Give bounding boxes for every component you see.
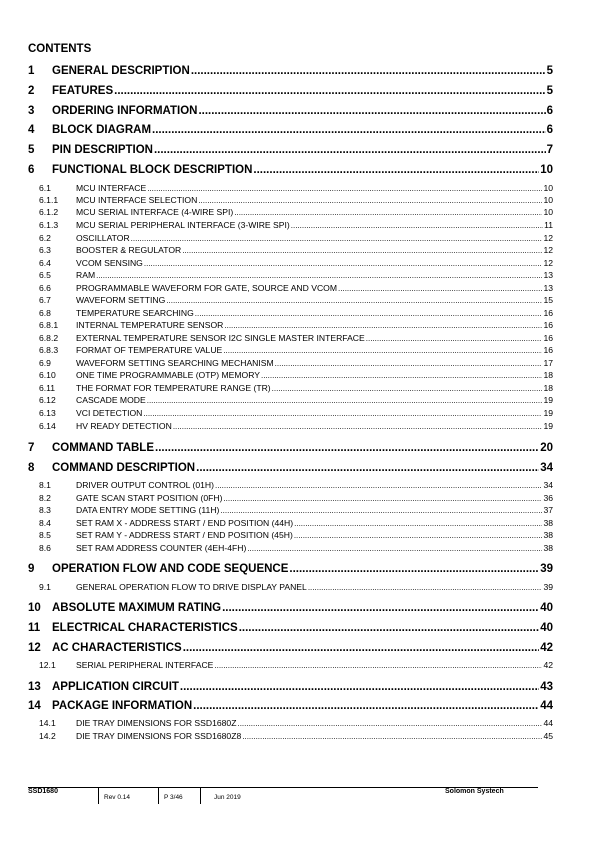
toc-entry-page: 12	[543, 258, 553, 268]
toc-entry-number: 8.6	[39, 543, 51, 553]
toc-entry-title: ORDERING INFORMATION	[52, 105, 198, 117]
footer-divider	[200, 788, 201, 804]
toc-leader-dots	[143, 408, 542, 418]
toc-entry-number: 14	[28, 700, 41, 712]
toc-entry-title: SET RAM ADDRESS COUNTER (4EH-4FH)	[76, 543, 247, 553]
toc-leader-dots	[223, 345, 542, 355]
toc-entry-line	[76, 245, 553, 255]
toc-entry-title: SERIAL PERIPHERAL INTERFACE	[76, 660, 214, 670]
toc-entry-line	[76, 480, 553, 490]
toc-leader-dots	[180, 681, 539, 693]
toc-entry-title: COMMAND TABLE	[52, 442, 154, 454]
toc-entry-number: 6.8	[39, 308, 51, 318]
toc-entry-page: 7	[546, 144, 553, 156]
footer-document-id: SSD1680	[28, 788, 58, 795]
toc-entry-title: PROGRAMMABLE WAVEFORM FOR GATE, SOURCE AND VCOM	[76, 283, 338, 293]
toc-entry-title: PIN DESCRIPTION	[52, 144, 153, 156]
toc-entry-page: 19	[543, 395, 553, 405]
toc-entry-page: 39	[543, 582, 553, 592]
toc-leader-dots	[220, 505, 542, 515]
toc-entry-number: 6.13	[39, 408, 56, 418]
toc-entry-line	[52, 563, 553, 575]
toc-entry-title: WAVEFORM SETTING SEARCHING MECHANISM	[76, 358, 274, 368]
toc-entry-title: GENERAL OPERATION FLOW TO DRIVE DISPLAY PANEL	[76, 582, 307, 592]
toc-entry-number: 8.3	[39, 505, 51, 515]
toc-leader-dots	[366, 333, 543, 343]
toc-leader-dots	[214, 660, 542, 670]
toc-leader-dots	[114, 85, 545, 97]
toc-entry-number: 9	[28, 563, 35, 575]
toc-entry-page: 10	[543, 183, 553, 193]
toc-entry-line	[52, 602, 553, 614]
toc-entry-page: 19	[543, 421, 553, 431]
toc-entry-title: MCU SERIAL PERIPHERAL INTERFACE (3-WIRE SPI)	[76, 220, 290, 230]
toc-entry-number: 6.4	[39, 258, 51, 268]
toc-entry-title: FEATURES	[52, 85, 114, 97]
toc-entry-page: 16	[543, 333, 553, 343]
footer-divider	[98, 788, 99, 804]
toc-leader-dots	[261, 370, 542, 380]
toc-entry-page: 43	[540, 681, 553, 693]
footer-company: Solomon Systech	[445, 788, 504, 795]
toc-entry-line	[76, 718, 553, 728]
toc-entry-line	[52, 164, 553, 176]
toc-entry-line	[76, 408, 553, 418]
toc-entry-title: FUNCTIONAL BLOCK DESCRIPTION	[52, 164, 253, 176]
toc-entry-page: 10	[540, 164, 553, 176]
toc-entry-page: 45	[543, 731, 553, 741]
toc-entry-title: GATE SCAN START POSITION (0FH)	[76, 493, 223, 503]
toc-leader-dots	[147, 395, 543, 405]
toc-leader-dots	[96, 270, 542, 280]
toc-entry-page: 16	[543, 320, 553, 330]
toc-entry-number: 6.1.1	[39, 195, 59, 205]
toc-entry-page: 5	[546, 85, 553, 97]
toc-entry-number: 14.2	[39, 731, 56, 741]
toc-entry-number: 12.1	[39, 660, 56, 670]
footer-revision: Rev 0.14	[104, 794, 131, 801]
toc-entry-number: 6.9	[39, 358, 51, 368]
toc-entry-title: HV READY DETECTION	[76, 421, 172, 431]
toc-entry-number: 6.1	[39, 183, 51, 193]
toc-leader-dots	[242, 731, 542, 741]
toc-entry-page: 18	[543, 383, 553, 393]
toc-entry-number: 6.1.3	[39, 220, 59, 230]
toc-entry-page: 38	[543, 530, 553, 540]
toc-leader-dots	[152, 124, 546, 136]
toc-entry-page: 6	[546, 124, 553, 136]
toc-entry-line	[52, 65, 553, 77]
toc-entry-number: 6.12	[39, 395, 56, 405]
toc-leader-dots	[224, 320, 542, 330]
toc-entry-number: 10	[28, 602, 41, 614]
toc-entry-number: 14.1	[39, 718, 56, 728]
toc-entry-title: RAM	[76, 270, 96, 280]
toc-leader-dots	[247, 543, 542, 553]
toc-leader-dots	[147, 183, 542, 193]
toc-entry-number: 6.5	[39, 270, 51, 280]
toc-leader-dots	[183, 642, 540, 654]
toc-entry-line	[52, 124, 553, 136]
toc-leader-dots	[196, 462, 539, 474]
toc-entry-title: WAVEFORM SETTING	[76, 295, 166, 305]
toc-entry-title: CASCADE MODE	[76, 395, 146, 405]
toc-leader-dots	[198, 105, 545, 117]
toc-leader-dots	[198, 195, 542, 205]
toc-entry-page: 42	[540, 642, 553, 654]
toc-entry-line	[52, 144, 553, 156]
toc-entry-title: VCOM SENSING	[76, 258, 143, 268]
toc-entry-title: BOOSTER & REGULATOR	[76, 245, 182, 255]
toc-entry-title: DIE TRAY DIMENSIONS FOR SSD1680Z	[76, 718, 237, 728]
toc-entry-page: 16	[543, 308, 553, 318]
toc-entry-page: 20	[540, 442, 553, 454]
toc-entry-number: 7	[28, 442, 35, 454]
toc-entry-title: MCU SERIAL INTERFACE (4-WIRE SPI)	[76, 207, 234, 217]
toc-entry-page: 17	[543, 358, 553, 368]
toc-entry-line	[76, 505, 553, 515]
toc-entry-number: 6.6	[39, 283, 51, 293]
toc-entry-title: ONE TIME PROGRAMMABLE (OTP) MEMORY	[76, 370, 260, 380]
toc-entry-line	[76, 660, 553, 670]
toc-entry-number: 6.11	[39, 383, 56, 393]
toc-entry-title: ELECTRICAL CHARACTERISTICS	[52, 622, 238, 634]
toc-entry-line	[76, 345, 553, 355]
toc-leader-dots	[289, 563, 539, 575]
toc-leader-dots	[294, 530, 543, 540]
toc-entry-title: APPLICATION CIRCUIT	[52, 681, 179, 693]
toc-entry-title: BLOCK DIAGRAM	[52, 124, 152, 136]
toc-entry-title: TEMPERATURE SEARCHING	[76, 308, 194, 318]
toc-entry-page: 34	[543, 480, 553, 490]
footer-date: Jun 2019	[214, 794, 241, 801]
toc-entry-title: DRIVER OUTPUT CONTROL (01H)	[76, 480, 214, 490]
toc-entry-number: 8.4	[39, 518, 51, 528]
toc-leader-dots	[338, 283, 542, 293]
toc-entry-number: 4	[28, 124, 35, 136]
toc-entry-number: 2	[28, 85, 35, 97]
toc-leader-dots	[193, 700, 539, 712]
toc-entry-title: COMMAND DESCRIPTION	[52, 462, 196, 474]
toc-entry-number: 8	[28, 462, 35, 474]
toc-entry-number: 1	[28, 65, 35, 77]
toc-leader-dots	[223, 493, 542, 503]
toc-leader-dots	[234, 207, 542, 217]
toc-entry-line	[76, 421, 553, 431]
toc-entry-number: 6.10	[39, 370, 56, 380]
toc-leader-dots	[294, 518, 542, 528]
toc-entry-line	[52, 85, 553, 97]
toc-entry-number: 9.1	[39, 582, 51, 592]
toc-leader-dots	[291, 220, 543, 230]
toc-entry-page: 19	[543, 408, 553, 418]
toc-entry-line	[76, 220, 553, 230]
toc-entry-title: MCU INTERFACE SELECTION	[76, 195, 198, 205]
toc-entry-number: 11	[28, 622, 41, 634]
toc-entry-title: ABSOLUTE MAXIMUM RATING	[52, 602, 222, 614]
toc-entry-line	[76, 207, 553, 217]
toc-entry-line	[76, 320, 553, 330]
toc-entry-number: 8.1	[39, 480, 51, 490]
toc-entry-title: OPERATION FLOW AND CODE SEQUENCE	[52, 563, 289, 575]
toc-entry-title: SET RAM X - ADDRESS START / END POSITION (44H)	[76, 518, 294, 528]
toc-leader-dots	[154, 144, 546, 156]
toc-entry-page: 39	[540, 563, 553, 575]
toc-entry-line	[76, 358, 553, 368]
toc-entry-title: THE FORMAT FOR TEMPERATURE RANGE (TR)	[76, 383, 271, 393]
toc-entry-line	[76, 582, 553, 592]
toc-entry-page: 34	[540, 462, 553, 474]
toc-entry-line	[76, 518, 553, 528]
toc-entry-page: 13	[543, 283, 553, 293]
toc-entry-page: 16	[543, 345, 553, 355]
toc-leader-dots	[222, 602, 539, 614]
toc-entry-title: MCU INTERFACE	[76, 183, 147, 193]
toc-entry-title: SET RAM Y - ADDRESS START / END POSITION (45H)	[76, 530, 293, 540]
toc-entry-line	[76, 270, 553, 280]
toc-entry-number: 6	[28, 164, 35, 176]
toc-entry-line	[52, 105, 553, 117]
toc-leader-dots	[155, 442, 539, 454]
toc-leader-dots	[215, 480, 542, 490]
toc-entry-number: 6.3	[39, 245, 51, 255]
toc-entry-number: 6.8.3	[39, 345, 59, 355]
toc-entry-title: INTERNAL TEMPERATURE SENSOR	[76, 320, 224, 330]
toc-entry-line	[52, 622, 553, 634]
toc-entry-page: 44	[540, 700, 553, 712]
toc-entry-number: 6.14	[39, 421, 56, 431]
toc-entry-number: 3	[28, 105, 35, 117]
toc-entry-number: 6.8.2	[39, 333, 59, 343]
toc-leader-dots	[253, 164, 539, 176]
toc-entry-line	[76, 183, 553, 193]
toc-entry-page: 18	[543, 370, 553, 380]
toc-entry-number: 6.7	[39, 295, 51, 305]
toc-entry-line	[52, 700, 553, 712]
toc-leader-dots	[173, 421, 543, 431]
toc-leader-dots	[131, 233, 543, 243]
toc-entry-line	[76, 395, 553, 405]
toc-entry-page: 38	[543, 543, 553, 553]
toc-entry-number: 8.2	[39, 493, 51, 503]
toc-entry-number: 13	[28, 681, 41, 693]
toc-entry-title: EXTERNAL TEMPERATURE SENSOR I2C SINGLE MASTER INTERFACE	[76, 333, 365, 343]
toc-entry-line	[76, 493, 553, 503]
toc-entry-line	[76, 543, 553, 553]
toc-entry-number: 5	[28, 144, 35, 156]
toc-entry-number: 8.5	[39, 530, 51, 540]
toc-leader-dots	[144, 258, 543, 268]
toc-entry-page: 38	[543, 518, 553, 528]
toc-entry-line	[76, 195, 553, 205]
toc-leader-dots	[308, 582, 543, 592]
toc-leader-dots	[195, 308, 543, 318]
toc-entry-number: 6.2	[39, 233, 51, 243]
contents-heading: CONTENTS	[28, 43, 92, 55]
toc-entry-line	[76, 283, 553, 293]
page-footer	[28, 787, 538, 808]
toc-entry-page: 10	[543, 207, 553, 217]
toc-entry-line	[52, 642, 553, 654]
toc-leader-dots	[275, 358, 543, 368]
toc-entry-title: DATA ENTRY MODE SETTING (11H)	[76, 505, 220, 515]
toc-entry-title: FORMAT OF TEMPERATURE VALUE	[76, 345, 223, 355]
footer-divider	[158, 788, 159, 804]
toc-entry-number: 12	[28, 642, 41, 654]
toc-entry-number: 6.1.2	[39, 207, 59, 217]
toc-entry-line	[76, 295, 553, 305]
toc-entry-line	[76, 383, 553, 393]
toc-entry-page: 10	[543, 195, 553, 205]
toc-entry-page: 13	[543, 270, 553, 280]
toc-entry-page: 40	[540, 622, 553, 634]
toc-leader-dots	[239, 622, 539, 634]
toc-entry-page: 44	[543, 718, 553, 728]
toc-leader-dots	[182, 245, 542, 255]
toc-leader-dots	[237, 718, 542, 728]
toc-entry-line	[52, 442, 553, 454]
toc-entry-line	[76, 333, 553, 343]
toc-entry-line	[76, 731, 553, 741]
toc-entry-page: 36	[543, 493, 553, 503]
toc-entry-title: GENERAL DESCRIPTION	[52, 65, 190, 77]
toc-entry-line	[52, 462, 553, 474]
toc-entry-page: 12	[543, 233, 553, 243]
toc-entry-line	[76, 233, 553, 243]
toc-entry-line	[76, 530, 553, 540]
toc-entry-page: 42	[543, 660, 553, 670]
toc-leader-dots	[272, 383, 543, 393]
toc-entry-line	[52, 681, 553, 693]
toc-entry-line	[76, 308, 553, 318]
toc-entry-line	[76, 370, 553, 380]
toc-entry-number: 6.8.1	[39, 320, 59, 330]
toc-entry-title: OSCILLATOR	[76, 233, 130, 243]
toc-entry-page: 40	[540, 602, 553, 614]
toc-entry-title: VCI DETECTION	[76, 408, 143, 418]
toc-entry-title: DIE TRAY DIMENSIONS FOR SSD1680Z8	[76, 731, 242, 741]
toc-entry-title: PACKAGE INFORMATION	[52, 700, 193, 712]
toc-entry-page: 11	[544, 220, 553, 230]
toc-entry-line	[76, 258, 553, 268]
toc-entry-title: AC CHARACTERISTICS	[52, 642, 182, 654]
footer-page-number: P 3/46	[164, 794, 183, 801]
toc-leader-dots	[166, 295, 542, 305]
toc-entry-page: 12	[543, 245, 553, 255]
toc-entry-page: 5	[546, 65, 553, 77]
toc-entry-page: 37	[543, 505, 553, 515]
toc-entry-page: 15	[543, 295, 553, 305]
toc-entry-page: 6	[546, 105, 553, 117]
toc-leader-dots	[191, 65, 546, 77]
